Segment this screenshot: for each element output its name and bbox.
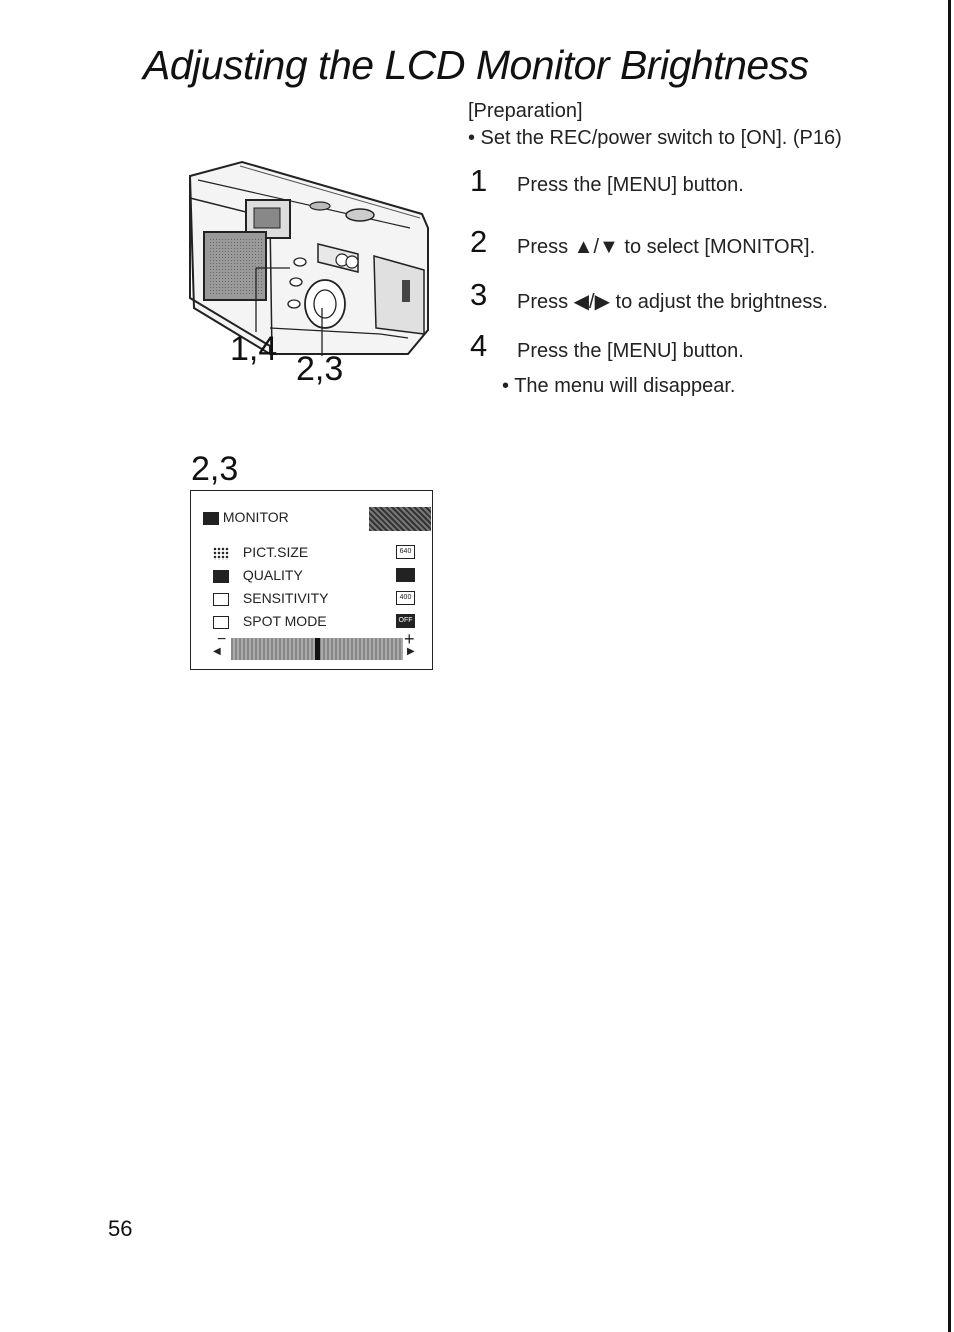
iso-icon xyxy=(213,593,229,606)
slider-left-arrow-icon: ◀ xyxy=(213,646,221,657)
brightness-slider-knob xyxy=(315,638,320,660)
menu-row-value: 400 xyxy=(396,591,415,605)
page-title: Adjusting the LCD Monitor Brightness xyxy=(143,42,809,88)
preparation-bullet: • Set the REC/power switch to [ON]. (P16) xyxy=(468,127,842,149)
menu-row-label: PICT.SIZE xyxy=(242,544,309,560)
menu-header-label: MONITOR xyxy=(222,509,289,525)
menu-row xyxy=(213,544,308,560)
brightness-slider xyxy=(231,638,403,660)
menu-header xyxy=(203,509,289,525)
menu-row-label: QUALITY xyxy=(242,567,303,583)
screen-label: 2,3 xyxy=(191,450,239,488)
menu-row-label: SPOT MODE xyxy=(242,613,327,629)
slider-max-label: + xyxy=(404,629,415,649)
step-number: 1 xyxy=(470,163,488,198)
step-number: 3 xyxy=(470,277,488,312)
menu-row-value: 640 xyxy=(396,545,415,559)
preparation-heading: [Preparation] xyxy=(468,100,583,122)
selected-setting-indicator xyxy=(369,507,431,531)
slider-right-arrow-icon: ▶ xyxy=(407,646,415,657)
step-text: Press ◀/▶ to adjust the brightness. xyxy=(517,291,828,313)
quality-value-icon xyxy=(396,568,415,582)
slider-min-label: − xyxy=(217,631,227,648)
pixels-icon xyxy=(213,547,229,560)
shutter-button xyxy=(346,209,374,221)
lcd-menu-screen xyxy=(190,490,433,670)
spot-icon xyxy=(213,616,229,629)
callout-label: 1,4 xyxy=(230,330,278,368)
menu-row-label: SENSITIVITY xyxy=(242,590,329,606)
step-note: • The menu will disappear. xyxy=(502,375,736,397)
step-number: 4 xyxy=(470,328,488,363)
monitor-icon xyxy=(203,512,219,525)
step-text: Press ▲/▼ to select [MONITOR]. xyxy=(517,236,816,258)
step-text: Press the [MENU] button. xyxy=(517,340,744,362)
step-number: 2 xyxy=(470,224,488,259)
menu-row xyxy=(213,590,328,606)
step-text: Press the [MENU] button. xyxy=(517,174,744,196)
page-number: 56 xyxy=(108,1216,133,1241)
quality-icon xyxy=(213,570,229,583)
menu-row-value: OFF xyxy=(396,614,415,628)
menu-row xyxy=(213,567,303,583)
page-edge-rule xyxy=(948,0,951,1332)
camera-illustration xyxy=(180,158,432,358)
callout-label: 2,3 xyxy=(296,350,344,388)
menu-row xyxy=(213,613,327,629)
